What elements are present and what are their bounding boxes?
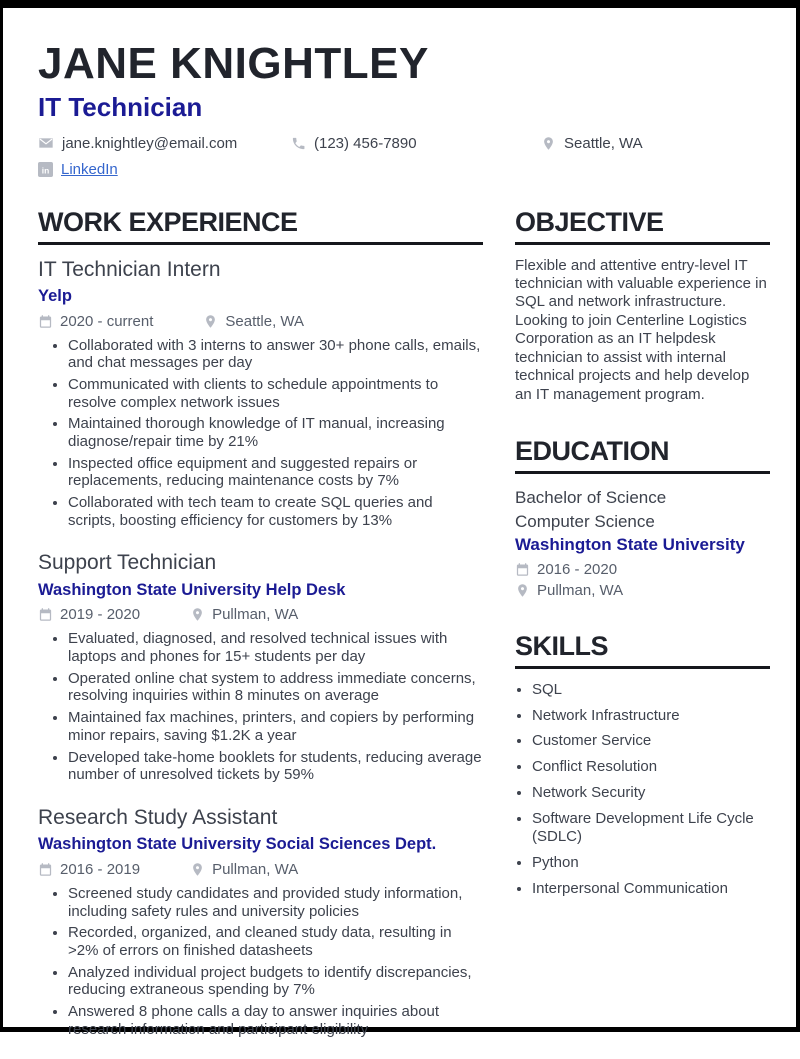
education-dates-text: 2016 - 2020: [537, 561, 618, 579]
bullet-item: • Collaborated with tech team to create SQL queries and scripts, boosting efficiency for customers by 13%: [68, 494, 483, 529]
map-pin-icon: [203, 314, 218, 329]
contact-row-2: [38, 161, 763, 178]
work-experience-heading: WORK EXPERIENCE: [38, 208, 483, 245]
bullet-item: • Operated online chat system to address immediate concerns, resolving inquiries within 8 minutes on average: [68, 670, 483, 705]
bullet-item: • Evaluated, diagnosed, and resolved technical issues with laptops and phones for 15+ students per day: [68, 630, 483, 665]
job-entry: [38, 805, 483, 1038]
calendar-icon: [38, 862, 53, 877]
job-title: IT Technician Intern: [38, 257, 221, 281]
education-location-text: Pullman, WA: [537, 582, 624, 600]
job-meta: [38, 861, 483, 878]
job-dates: [38, 861, 140, 878]
calendar-icon: [515, 562, 530, 577]
education-degree: Bachelor of Science: [515, 487, 667, 507]
job-location: [190, 606, 298, 623]
skills-list: [515, 681, 770, 899]
bullet-item: • Inspected office equipment and suggested repairs or replacements, reducing maintenance costs by 7%: [68, 455, 483, 490]
map-pin-icon: [515, 583, 530, 598]
map-pin-icon: [190, 862, 205, 877]
phone-text: (123) 456-7890: [314, 134, 417, 152]
svg-text:in: in: [41, 165, 50, 176]
linkedin-link[interactable]: LinkedIn: [61, 160, 118, 178]
bullet-item: • Communicated with clients to schedule appointments to resolve complex network issues: [68, 376, 483, 411]
job-dates: [38, 606, 140, 623]
calendar-icon: [38, 607, 53, 622]
job-company: Washington State University Help Desk: [38, 580, 346, 599]
skill-item: • Network Security: [532, 784, 770, 803]
skill-item: • SQL: [532, 681, 770, 700]
contact-row: [38, 135, 763, 152]
envelope-icon: [38, 135, 54, 151]
job-dates-text: 2019 - 2020: [60, 606, 141, 624]
job-location-text: Pullman, WA: [212, 606, 299, 624]
contact-location: [541, 135, 643, 152]
job-title: Research Study Assistant: [38, 805, 278, 829]
education-school: Washington State University: [515, 535, 745, 555]
job-location-text: Seattle, WA: [225, 312, 305, 330]
education-location: [515, 582, 770, 599]
bullet-item: • Screened study candidates and provided study information, including safety rules and university policies: [68, 885, 483, 920]
job-bullets: [38, 630, 483, 784]
phone-icon: [291, 136, 306, 151]
skill-item: • Network Infrastructure: [532, 707, 770, 726]
job-entry: [38, 550, 483, 783]
contact-email: [38, 135, 291, 152]
linkedin-icon: [38, 162, 53, 177]
skill-item: • Interpersonal Communication: [532, 880, 770, 899]
job-location: [190, 861, 298, 878]
objective-heading: OBJECTIVE: [515, 208, 770, 245]
bullet-item: • Collaborated with 3 interns to answer 30+ phone calls, emails, and chat messages per day: [68, 337, 483, 372]
email-text: jane.knightley@email.com: [62, 134, 238, 152]
resume-page: [3, 8, 796, 1059]
objective-text: Flexible and attentive entry-level IT technician with valuable experience in SQL and network infrastructure. Looking to join Centerline Logistics Corporation as an IT helpdesk technician to assist with internal technical projects and help develop an IT management program.: [515, 256, 767, 403]
map-pin-icon: [541, 136, 556, 151]
candidate-title: IT Technician: [38, 92, 203, 122]
work-experience-section: [38, 208, 483, 1059]
bullet-item: • Recorded, organized, and cleaned study data, resulting in >2% of errors on finished datasheets: [68, 924, 483, 959]
job-dates: [38, 313, 153, 330]
bullet-item: • Developed take-home booklets for students, reducing average number of unresolved tickets by 59%: [68, 749, 483, 784]
education-section: [515, 437, 770, 599]
header: [38, 39, 763, 178]
job-location: [203, 313, 304, 330]
job-company: Yelp: [38, 286, 72, 305]
education-dates: [515, 561, 770, 578]
job-bullets: [38, 885, 483, 1039]
skill-item: • Conflict Resolution: [532, 758, 770, 777]
education-heading: EDUCATION: [515, 437, 770, 474]
objective-section: [515, 208, 770, 404]
skill-item: • Customer Service: [532, 732, 770, 751]
job-dates-text: 2016 - 2019: [60, 860, 141, 878]
job-company: Washington State University Social Sciences Dept.: [38, 835, 437, 854]
skill-item: • Software Development Life Cycle (SDLC): [532, 810, 770, 848]
calendar-icon: [38, 314, 53, 329]
bullet-item: • Maintained fax machines, printers, and copiers by performing minor repairs, saving $1.2K a year: [68, 709, 483, 744]
education-field: Computer Science: [515, 511, 655, 531]
job-title: Support Technician: [38, 551, 217, 575]
candidate-name: JANE KNIGHTLEY: [38, 39, 429, 88]
skill-item: • Python: [532, 854, 770, 873]
contact-linkedin: [38, 161, 118, 178]
location-text: Seattle, WA: [564, 134, 643, 152]
job-location-text: Pullman, WA: [212, 860, 299, 878]
columns: [38, 206, 767, 1059]
skills-section: [515, 632, 770, 898]
skills-heading: SKILLS: [515, 632, 770, 669]
map-pin-icon: [190, 607, 205, 622]
bullet-item: • Analyzed individual project budgets to identify discrepancies, reducing extraneous spending by 7%: [68, 964, 483, 999]
job-meta: [38, 313, 483, 330]
job-bullets: [38, 337, 483, 530]
job-dates-text: 2020 - current: [60, 312, 154, 330]
contact-phone: [291, 135, 541, 152]
job-entry: [38, 257, 483, 530]
bullet-item: • Answered 8 phone calls a day to answer inquiries about research information and participant eligibility: [68, 1003, 483, 1038]
job-meta: [38, 606, 483, 623]
right-column: [515, 208, 770, 1059]
bullet-item: • Maintained thorough knowledge of IT manual, increasing diagnose/repair time by 21%: [68, 415, 483, 450]
